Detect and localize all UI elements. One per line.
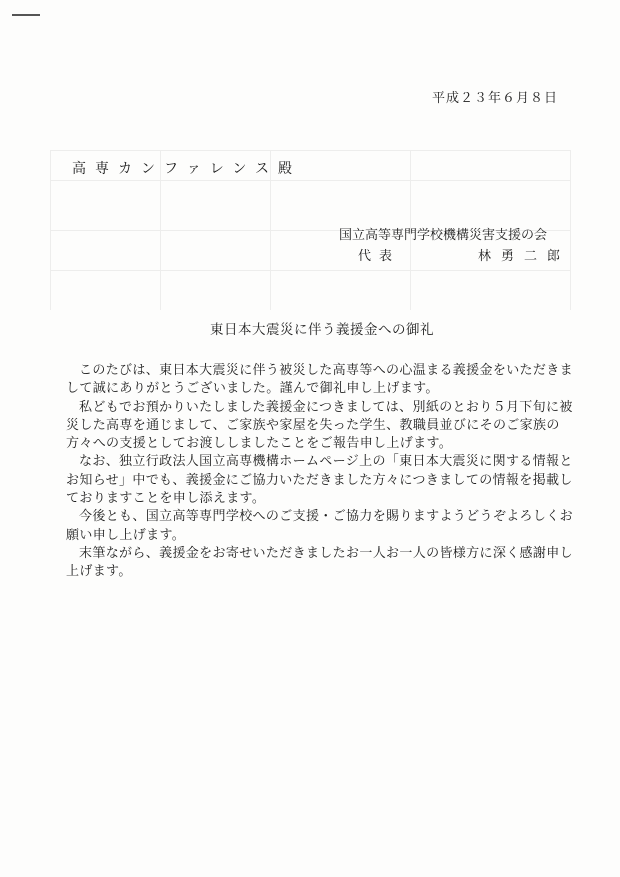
- body-paragraph: 私どもでお預かりいたしました義援金につきましては、別紙のとおり５月下旬に被災した高専を通じまして、ご家族や家屋を失った学生、教職員並びにそのご家族の方々への支援としてお渡ししましたことをご報告申し上げます。: [66, 399, 573, 452]
- letter-title: 東日本大震災に伴う義援金への御礼: [210, 322, 434, 338]
- scan-mark: [12, 14, 40, 16]
- body-paragraph: 今後とも、国立高等専門学校へのご支援・ご協力を賜りますようどうぞよろしくお願い申し上げます。: [66, 509, 573, 543]
- body-paragraph: なお、独立行政法人国立高専機構ホームページ上の「東日本大震災に関する情報とお知らせ」中でも、義援金にご協力いただきました方々につきましての情報を掲載しておりますことを申し添えます。: [66, 454, 573, 507]
- letter-body: [66, 362, 582, 582]
- reverse-side-bleed-through: [10, 70, 590, 330]
- body-paragraph: このたびは、東日本大震災に伴う被災した高専等への心温まる義援金をいただきまして誠にありがとうございました。謹んで御礼申し上げます。: [66, 363, 573, 397]
- sender-name: 林勇二郎: [478, 249, 571, 264]
- sender-organization: 国立高等専門学校機構災害支援の会: [339, 228, 548, 243]
- sender-role: 代表: [358, 249, 401, 264]
- letter-date: 平成２３年６月８日: [432, 91, 559, 106]
- recipient: 高専カンファレンス殿: [72, 161, 301, 177]
- body-paragraph: 末筆ながら、義援金をお寄せいただきましたお一人お一人の皆様方に深く感謝申し上げます。: [66, 545, 573, 580]
